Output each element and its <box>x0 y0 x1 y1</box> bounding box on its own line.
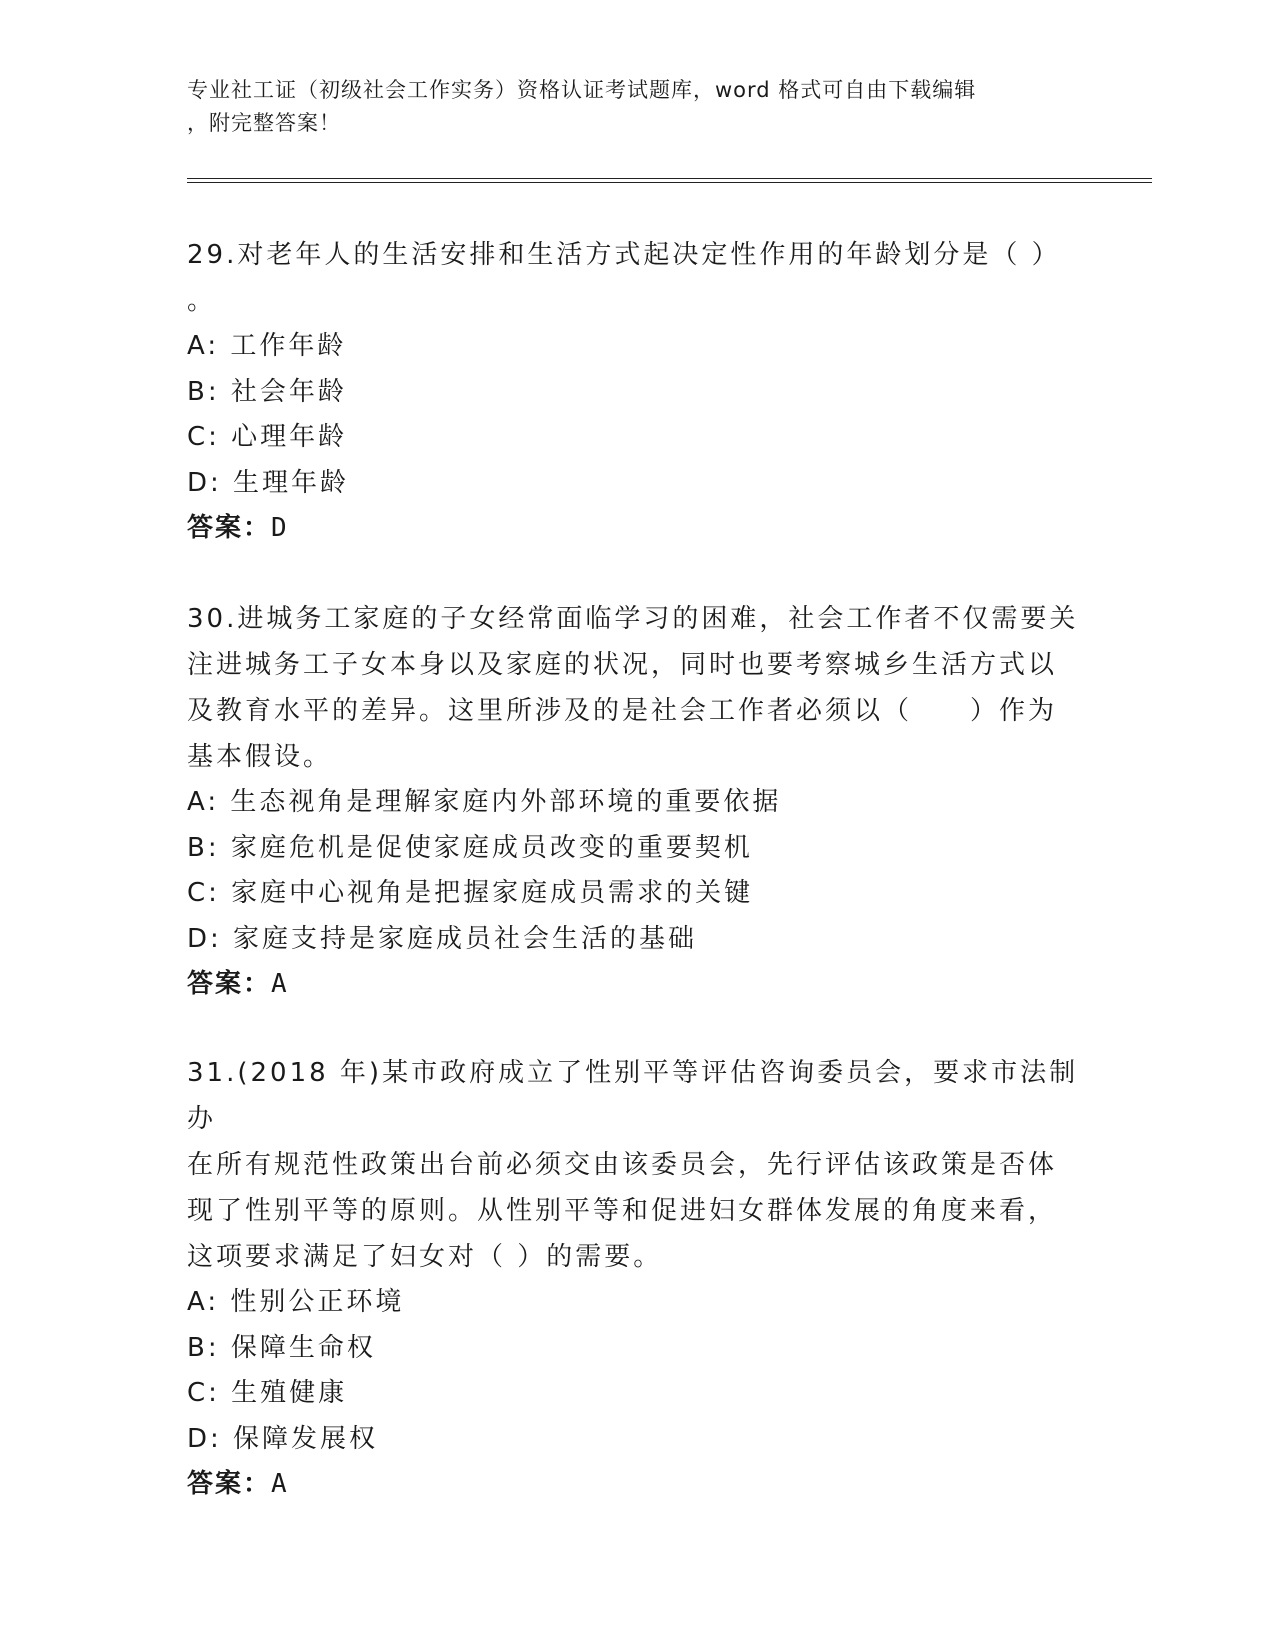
question-29 <box>187 232 1087 552</box>
header-line-1: 专业社工证（初级社会工作实务）资格认证考试题库，word 格式可自由下载编辑 <box>187 78 977 102</box>
option-a: A: 生态视角是理解家庭内外部环境的重要依据 <box>187 787 782 817</box>
answer-label: 答案： <box>187 969 272 999</box>
question-stem-line: 及教育水平的差异。这里所涉及的是社会工作者必须以（ ）作为 <box>187 696 1058 726</box>
option-a: A: 性别公正环境 <box>187 1287 405 1317</box>
answer-value: A <box>271 1469 289 1499</box>
option-d: D: 家庭支持是家庭成员社会生活的基础 <box>187 923 698 954</box>
option-c: C: 家庭中心视角是把握家庭成员需求的关键 <box>187 878 754 908</box>
answer-value: D <box>271 513 289 543</box>
option-c: C: 生殖健康 <box>187 1378 348 1408</box>
header-line-2: ，附完整答案！ <box>187 111 341 135</box>
answer-label: 答案： <box>187 513 272 543</box>
option-b: B: 保障生命权 <box>187 1332 376 1363</box>
option-d: D: 保障发展权 <box>187 1423 379 1454</box>
answer <box>187 962 1087 1008</box>
answer-value: A <box>271 969 289 999</box>
option-b: B: 家庭危机是促使家庭成员改变的重要契机 <box>187 832 753 863</box>
question-stem-line: 现了性别平等的原则。从性别平等和促进妇女群体发展的角度来看， <box>187 1196 1058 1226</box>
option-c: C: 心理年龄 <box>187 422 348 452</box>
answer <box>187 1462 1087 1508</box>
question-31 <box>187 1050 1087 1508</box>
header-divider-top <box>187 178 1152 179</box>
question-stem-line: 。 <box>187 286 217 316</box>
question-stem-line: 在所有规范性政策出台前必须交由该委员会，先行评估该政策是否体 <box>187 1150 1058 1180</box>
option-b: B: 社会年龄 <box>187 376 347 407</box>
question-30 <box>187 596 1087 1008</box>
question-stem-line: 31.(2018 年)某市政府成立了性别平等评估咨询委员会，要求市法制办 <box>187 1058 1079 1134</box>
question-stem-line: 这项要求满足了妇女对（ ）的需要。 <box>187 1242 663 1272</box>
question-stem-line: 29.对老年人的生活安排和生活方式起决定性作用的年龄划分是（ ） <box>187 240 1061 270</box>
question-stem-line: 基本假设。 <box>187 742 333 772</box>
answer-label: 答案： <box>187 1469 272 1499</box>
question-stem-line: 注进城务工子女本身以及家庭的状况，同时也要考察城乡生活方式以 <box>187 650 1058 680</box>
answer <box>187 506 1087 552</box>
option-a: A: 工作年龄 <box>187 331 347 361</box>
document-header <box>187 74 1067 140</box>
question-stem-line: 30.进城务工家庭的子女经常面临学习的困难，社会工作者不仅需要关 <box>187 604 1079 634</box>
option-d: D: 生理年龄 <box>187 467 350 498</box>
header-divider-bottom <box>187 182 1152 183</box>
